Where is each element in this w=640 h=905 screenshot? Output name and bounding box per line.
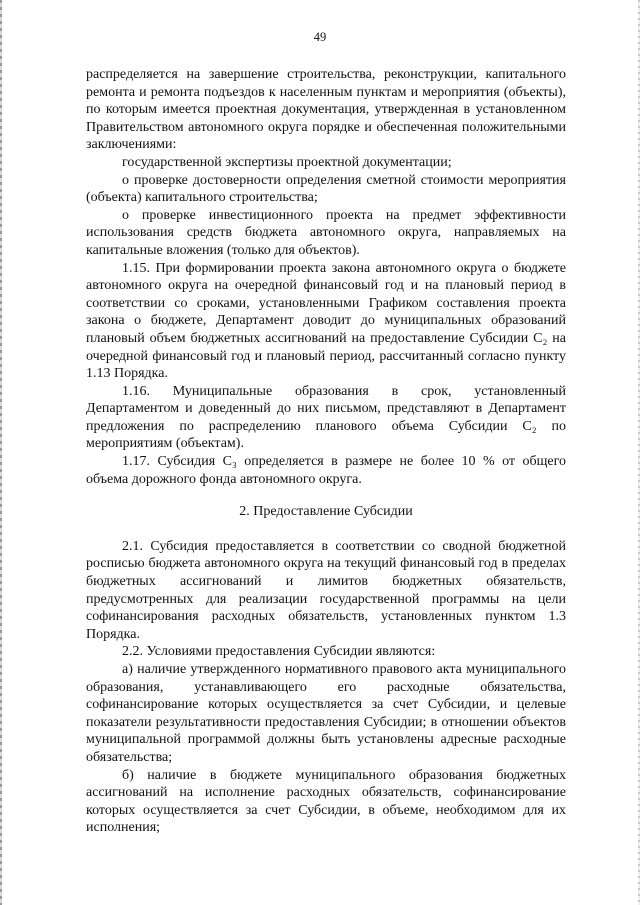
page-number: 49 [313, 30, 327, 44]
paragraph-2-2-b: б) наличие в бюджете муниципального образования бюджетных ассигнований на исполнение расходных обязательств, софинансирование которых осуществляется за счет Субсидии, в объеме, необходимом для их исполнения; [86, 767, 566, 836]
paragraph-distribution-intro: распределяется на завершение строительства, реконструкции, капитального ремонта и ремонта подъездов к населенным пунктам и мероприятия (объекты), по которым имеется проектная документация, утвержденная в установленном Правительством автономного округа порядке и обеспеченная положительными заключениями: [86, 67, 566, 153]
paragraph-1-16: 1.16. Муниципальные образования в срок, установленный Департаментом и доведенный до них письмом, представляют в Департамент предложения по распределению планового объема Субсидии С₂ по мероприятиям (объектам). [86, 383, 566, 452]
paragraph-state-expertise: государственной экспертизы проектной документации; [122, 154, 452, 170]
paragraph-1-17: 1.17. Субсидия С₃ определяется в размере не более 10 % от общего объема дорожного фонда автономного округа. [86, 454, 566, 487]
paragraph-1-15: 1.15. При формировании проекта закона автономного округа о бюджете автономного округа на очередной финансовый год и на плановый период в соответствии со сроками, установленными Графиком составления проекта закона о бюджете, Департамент доводит до муниципальных образований плановый объем бюджетных ассигнований на предоставление Субсидии С₂ на очередной финансовый год и плановый период, рассчитанный согласно пункту 1.13 Порядка. [86, 260, 566, 382]
paragraph-2-2-a: а) наличие утвержденного нормативного правового акта муниципального образования, устанавливающего его расходные обязательства, софинансирование которых осуществляется за счет Субсидии, и целевые показатели результативности предоставления Субсидии; в отношении объектов муниципальной программой должны быть установлены адресные расходные обязательства; [86, 662, 566, 765]
paragraph-investment-check: о проверке инвестиционного проекта на предмет эффективности использования средств бюджета автономного округа, направляемых на капитальные вложения (только для объектов). [86, 207, 566, 258]
section-title: 2. Предоставление Субсидии [239, 504, 413, 520]
paragraph-estimate-check: о проверке достоверности определения сметной стоимости мероприятия (объекта) капитального строительства; [86, 172, 566, 206]
paragraph-2-2: 2.2. Условиями предоставления Субсидии являются: [122, 644, 436, 660]
paragraph-2-1: 2.1. Субсидия предоставляется в соответствии со сводной бюджетной росписью бюджета автономного округа на текущий финансовый год в пределах бюджетных ассигнований и лимитов бюджетных обязательств, предусмотренных для реализации государственной программы на цели софинансирования расходных обязательств, установленных пунктом 1.3 Порядка. [86, 538, 566, 642]
scan-left-edge [0, 0, 2, 905]
document-body [86, 66, 566, 837]
